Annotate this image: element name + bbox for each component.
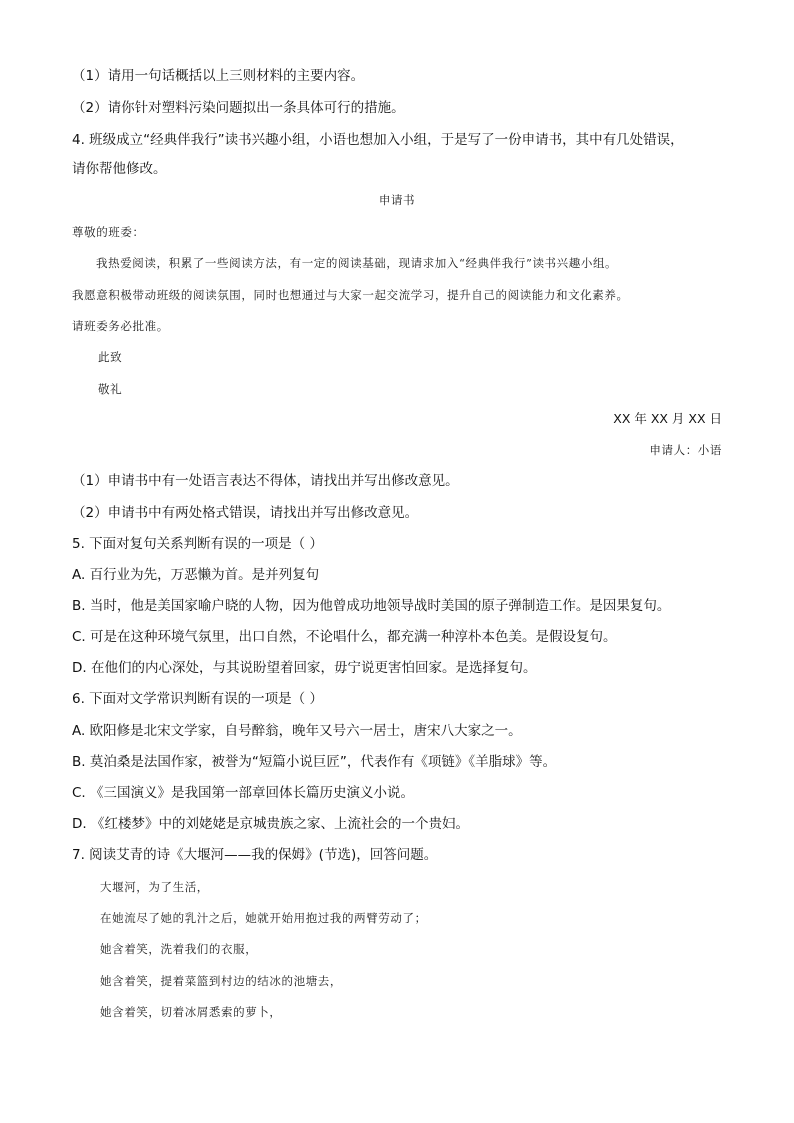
q6-option-c: C. 《三国演义》是我国第一部章回体长篇历史演义小说。	[72, 785, 415, 801]
q5-option-d: D. 在他们的内心深处，与其说盼望着回家，毋宁说更害怕回家。是选择复句。	[72, 660, 537, 676]
q6-option-b: B. 莫泊桑是法国作家，被誉为“短篇小说巨匠”，代表作有《项链》《羊脂球》等。	[72, 754, 557, 770]
letter-title: 申请书	[378, 193, 416, 207]
letter-body-line2: 我愿意积极带动班级的阅读氛围，同时也想通过与大家一起交流学习，提升自己的阅读能力和文化素养。	[72, 288, 629, 302]
q6-stem: 6. 下面对文学常识判断有误的一项是（ ）	[72, 691, 323, 707]
q5-option-b: B. 当时，他是美国家喻户晓的人物，因为他曾成功地领导战时美国的原子弹制造工作。是因果复句。	[72, 598, 671, 614]
letter-body-line1: 我热爱阅读，积累了一些阅读方法，有一定的阅读基础，现请求加入“经典伴我行”读书兴趣小组。	[96, 256, 618, 270]
q6-option-d: D. 《红楼梦》中的刘姥姥是京城贵族之家、上流社会的一个贵妇。	[72, 816, 469, 832]
q4-sub1: （1）申请书中有一处语言表达不得体，请找出并写出修改意见。	[72, 473, 459, 489]
q7-stem: 7. 阅读艾青的诗《大堰河——我的保姆》(节选)，回答问题。	[72, 847, 438, 863]
q4-sub2: （2）申请书中有两处格式错误，请找出并写出修改意见。	[72, 505, 419, 521]
q5-option-a: A. 百行业为先，万恶懒为首。是并列复句	[72, 567, 320, 583]
q4-stem-line2: 请你帮他修改。	[72, 161, 167, 177]
q5-option-c: C. 可是在这种环境气氛里，出口自然，不论唱什么，都充满一种淳朴本色美。是假设复句。	[72, 629, 617, 645]
poem-line-5: 她含着笑，切着冰屑悉索的萝卜，	[100, 1005, 282, 1019]
poem-line-1: 大堰河，为了生活，	[100, 880, 209, 894]
letter-signature: 申请人：小语	[649, 443, 722, 457]
letter-body-line3: 请班委务必批准。	[72, 319, 169, 333]
q5-stem: 5. 下面对复句关系判断有误的一项是（ ）	[72, 536, 323, 552]
poem-line-2: 在她流尽了她的乳汁之后，她就开始用抱过我的两臂劳动了；	[100, 911, 427, 925]
q3-sub1: （1）请用一句话概括以上三则材料的主要内容。	[72, 68, 365, 84]
q6-option-a: A. 欧阳修是北宋文学家，自号醉翁，晚年又号六一居士，唐宋八大家之一。	[72, 723, 522, 739]
poem-line-3: 她含着笑，洗着我们的衣服，	[100, 942, 258, 956]
letter-closing-1: 此致	[98, 350, 123, 364]
q3-sub2: （2）请你针对塑料污染问题拟出一条具体可行的措施。	[72, 100, 405, 116]
poem-line-4: 她含着笑，提着菜篮到村边的结冰的池塘去，	[100, 974, 342, 988]
letter-greeting: 尊敬的班委：	[72, 225, 145, 239]
letter-closing-2: 敬礼	[98, 382, 123, 396]
q4-stem-line1: 4. 班级成立“经典伴我行”读书兴趣小组，小语也想加入小组，于是写了一份申请书，其中有几处错误，	[72, 132, 684, 148]
letter-date: XX 年 XX 月 XX 日	[613, 411, 722, 426]
